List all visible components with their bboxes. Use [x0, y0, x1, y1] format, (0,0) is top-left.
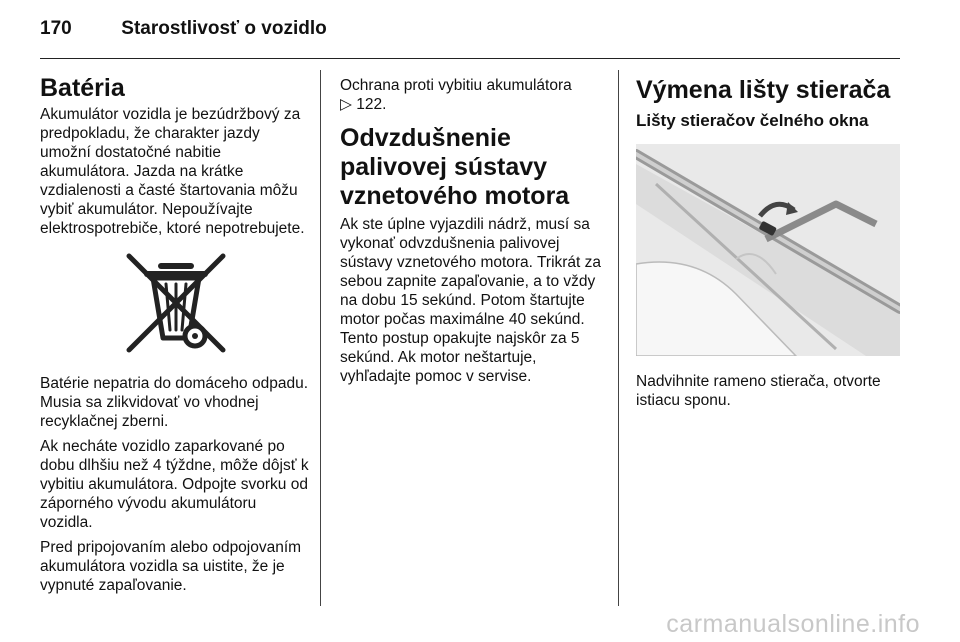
battery-heading: Batéria — [40, 74, 125, 102]
crossed-out-bin-icon-wrap — [40, 250, 312, 360]
battery-paragraph-1: Akumulátor vozidla je bezúdržbový za predpokladu, že charakter jazdy umožní dostatočné nabitie akumulátora. Jazda na krátke vzdialenosti a časté štartovania môžu vybiť akumulátor. Nepoužívajte elektrospotrebiče, ktoré nepotrebujete. — [40, 106, 305, 237]
column-wiper — [636, 76, 906, 416]
battery-protection-reference — [340, 76, 608, 114]
watermark: carmanualsonline.info — [666, 610, 920, 638]
header-rule — [40, 58, 900, 59]
wiper-blade-illustration — [636, 144, 900, 356]
column-divider-2 — [618, 70, 619, 606]
fuel-system-heading: Odvzdušnenie palivovej sústavy vznetového motora — [340, 124, 570, 210]
wiper-subheading: Lišty stieračov čelného okna — [636, 111, 869, 130]
reference-page-link: ▷ 122. — [340, 96, 387, 113]
wiper-heading: Výmena lišty stierača — [636, 76, 891, 104]
column-battery — [40, 74, 312, 601]
battery-paragraph-4: Pred pripojovaním alebo odpojovaním akumulátora vozidla sa uistite, že je vypnuté zapaľovanie. — [40, 539, 302, 594]
column-divider-1 — [320, 70, 321, 606]
section-title: Starostlivosť o vozidlo — [121, 18, 327, 39]
fuel-system-paragraph: Ak ste úplne vyjazdili nádrž, musí sa vykonať odvzdušnenia palivovej sústavy vznetového motora. Trikrát za sebou zapnite zapaľovanie, a to vždy na dobu 15 sekúnd. Potom štartujte motor počas maximálne 40 sekúnd. Tento postup opakujte najskôr za 5 sekúnd. Ak motor neštartuje, vyhľadajte pomoc v servise. — [340, 216, 602, 385]
page-number: 170 — [40, 18, 72, 39]
crossed-out-bin-icon — [121, 250, 231, 356]
battery-paragraph-2: Batérie nepatria do domáceho odpadu. Musia sa zlikvidovať vo vhodnej recyklačnej zberni. — [40, 375, 309, 430]
battery-paragraph-3: Ak necháte vozidlo zaparkované po dobu dlhšiu než 4 týždne, môže dôjsť k vybitiu akumulátora. Odpojte svorku od záporného vývodu akumulátoru vozidla. — [40, 438, 309, 531]
page-header — [40, 18, 327, 40]
wiper-caption: Nadvihnite rameno stierača, otvorte istiacu sponu. — [636, 373, 881, 409]
column-fuel-system — [340, 76, 608, 392]
reference-text: Ochrana proti vybitiu akumulátora — [340, 77, 572, 94]
